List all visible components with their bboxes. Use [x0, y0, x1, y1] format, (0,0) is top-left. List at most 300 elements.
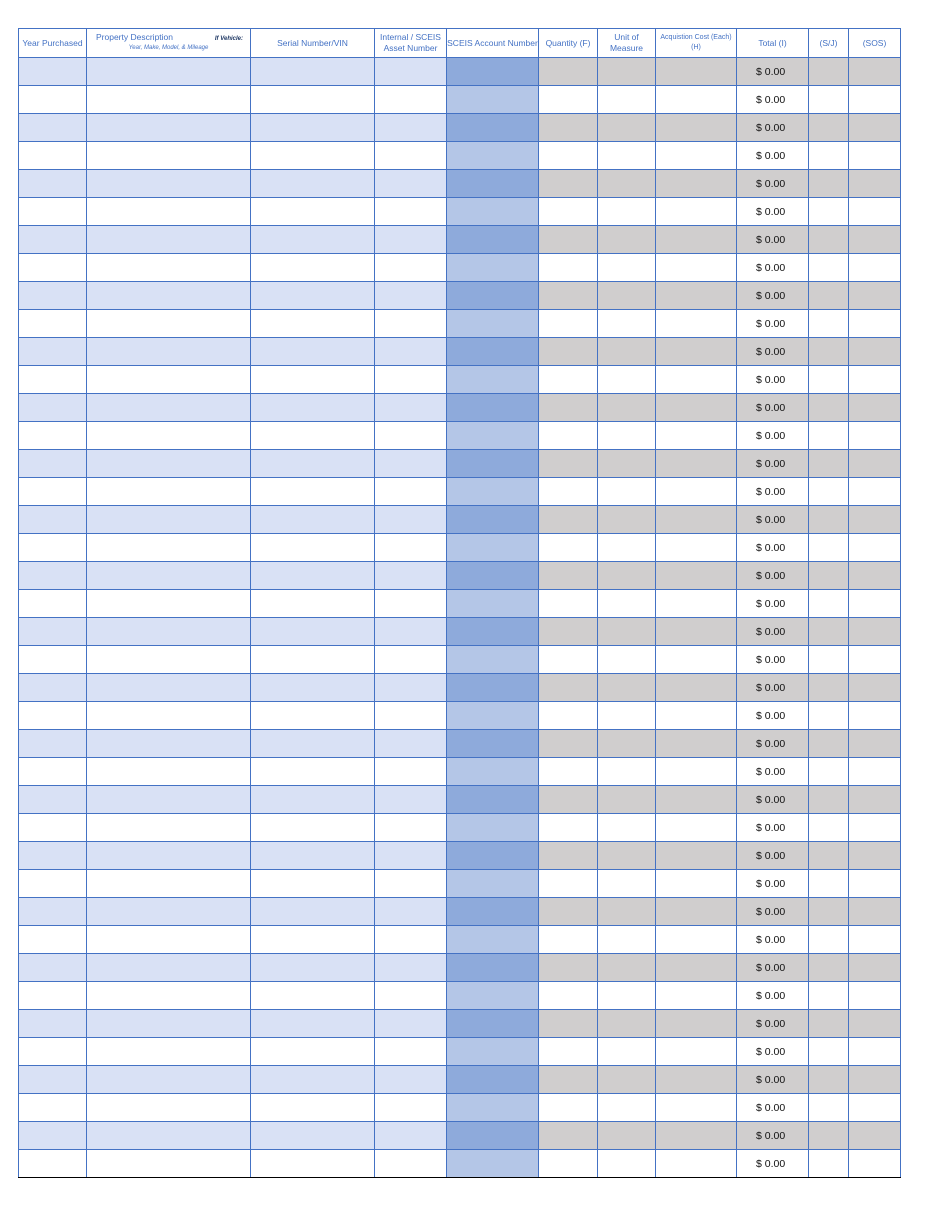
- cell-sceis-account-number[interactable]: [447, 1066, 539, 1094]
- cell-year-purchased[interactable]: [19, 394, 87, 422]
- cell-sceis-account-number[interactable]: [447, 198, 539, 226]
- cell-sos[interactable]: [849, 702, 901, 730]
- cell-year-purchased[interactable]: [19, 422, 87, 450]
- cell-quantity[interactable]: [539, 758, 598, 786]
- cell-internal-asset-number[interactable]: [375, 86, 447, 114]
- cell-property-description[interactable]: [87, 86, 251, 114]
- cell-acquisition-cost[interactable]: [656, 898, 737, 926]
- cell-unit-of-measure[interactable]: [598, 926, 656, 954]
- cell-internal-asset-number[interactable]: [375, 562, 447, 590]
- cell-sceis-account-number[interactable]: [447, 982, 539, 1010]
- cell-quantity[interactable]: [539, 870, 598, 898]
- cell-serial-number[interactable]: [251, 394, 375, 422]
- cell-unit-of-measure[interactable]: [598, 758, 656, 786]
- cell-sos[interactable]: [849, 478, 901, 506]
- cell-year-purchased[interactable]: [19, 310, 87, 338]
- cell-quantity[interactable]: [539, 58, 598, 86]
- cell-sos[interactable]: [849, 114, 901, 142]
- cell-serial-number[interactable]: [251, 366, 375, 394]
- cell-sos[interactable]: [849, 674, 901, 702]
- cell-quantity[interactable]: [539, 506, 598, 534]
- cell-property-description[interactable]: [87, 926, 251, 954]
- cell-sj[interactable]: [809, 254, 849, 282]
- cell-serial-number[interactable]: [251, 282, 375, 310]
- cell-serial-number[interactable]: [251, 170, 375, 198]
- cell-quantity[interactable]: [539, 618, 598, 646]
- cell-sj[interactable]: [809, 730, 849, 758]
- cell-sceis-account-number[interactable]: [447, 618, 539, 646]
- cell-sos[interactable]: [849, 338, 901, 366]
- cell-property-description[interactable]: [87, 506, 251, 534]
- cell-acquisition-cost[interactable]: [656, 1066, 737, 1094]
- cell-sceis-account-number[interactable]: [447, 338, 539, 366]
- cell-sceis-account-number[interactable]: [447, 730, 539, 758]
- cell-property-description[interactable]: [87, 1122, 251, 1150]
- cell-year-purchased[interactable]: [19, 898, 87, 926]
- cell-sj[interactable]: [809, 478, 849, 506]
- cell-internal-asset-number[interactable]: [375, 674, 447, 702]
- cell-sceis-account-number[interactable]: [447, 366, 539, 394]
- cell-sceis-account-number[interactable]: [447, 422, 539, 450]
- cell-sos[interactable]: [849, 1150, 901, 1178]
- cell-sceis-account-number[interactable]: [447, 58, 539, 86]
- cell-acquisition-cost[interactable]: [656, 646, 737, 674]
- cell-quantity[interactable]: [539, 198, 598, 226]
- cell-sos[interactable]: [849, 842, 901, 870]
- cell-serial-number[interactable]: [251, 226, 375, 254]
- cell-internal-asset-number[interactable]: [375, 254, 447, 282]
- cell-sceis-account-number[interactable]: [447, 646, 539, 674]
- cell-sos[interactable]: [849, 282, 901, 310]
- cell-internal-asset-number[interactable]: [375, 814, 447, 842]
- cell-unit-of-measure[interactable]: [598, 366, 656, 394]
- cell-property-description[interactable]: [87, 562, 251, 590]
- cell-quantity[interactable]: [539, 366, 598, 394]
- cell-sceis-account-number[interactable]: [447, 170, 539, 198]
- cell-serial-number[interactable]: [251, 1150, 375, 1178]
- cell-acquisition-cost[interactable]: [656, 1010, 737, 1038]
- cell-quantity[interactable]: [539, 1038, 598, 1066]
- cell-year-purchased[interactable]: [19, 618, 87, 646]
- cell-unit-of-measure[interactable]: [598, 506, 656, 534]
- cell-quantity[interactable]: [539, 786, 598, 814]
- cell-year-purchased[interactable]: [19, 254, 87, 282]
- cell-quantity[interactable]: [539, 478, 598, 506]
- cell-property-description[interactable]: [87, 1150, 251, 1178]
- cell-serial-number[interactable]: [251, 506, 375, 534]
- cell-serial-number[interactable]: [251, 590, 375, 618]
- cell-acquisition-cost[interactable]: [656, 758, 737, 786]
- cell-sj[interactable]: [809, 310, 849, 338]
- cell-sj[interactable]: [809, 226, 849, 254]
- cell-year-purchased[interactable]: [19, 506, 87, 534]
- cell-serial-number[interactable]: [251, 954, 375, 982]
- cell-quantity[interactable]: [539, 954, 598, 982]
- cell-quantity[interactable]: [539, 814, 598, 842]
- cell-acquisition-cost[interactable]: [656, 1038, 737, 1066]
- cell-sos[interactable]: [849, 758, 901, 786]
- cell-property-description[interactable]: [87, 786, 251, 814]
- cell-year-purchased[interactable]: [19, 142, 87, 170]
- cell-acquisition-cost[interactable]: [656, 478, 737, 506]
- cell-internal-asset-number[interactable]: [375, 590, 447, 618]
- cell-year-purchased[interactable]: [19, 170, 87, 198]
- cell-year-purchased[interactable]: [19, 1066, 87, 1094]
- cell-sj[interactable]: [809, 394, 849, 422]
- cell-sceis-account-number[interactable]: [447, 506, 539, 534]
- cell-acquisition-cost[interactable]: [656, 86, 737, 114]
- cell-unit-of-measure[interactable]: [598, 282, 656, 310]
- cell-quantity[interactable]: [539, 282, 598, 310]
- cell-acquisition-cost[interactable]: [656, 674, 737, 702]
- cell-sj[interactable]: [809, 814, 849, 842]
- cell-serial-number[interactable]: [251, 982, 375, 1010]
- cell-unit-of-measure[interactable]: [598, 730, 656, 758]
- cell-quantity[interactable]: [539, 1066, 598, 1094]
- cell-internal-asset-number[interactable]: [375, 1038, 447, 1066]
- cell-sceis-account-number[interactable]: [447, 478, 539, 506]
- cell-property-description[interactable]: [87, 1010, 251, 1038]
- cell-sos[interactable]: [849, 142, 901, 170]
- cell-quantity[interactable]: [539, 898, 598, 926]
- cell-unit-of-measure[interactable]: [598, 590, 656, 618]
- cell-internal-asset-number[interactable]: [375, 478, 447, 506]
- cell-acquisition-cost[interactable]: [656, 618, 737, 646]
- cell-serial-number[interactable]: [251, 674, 375, 702]
- cell-sceis-account-number[interactable]: [447, 1038, 539, 1066]
- cell-sj[interactable]: [809, 674, 849, 702]
- cell-sos[interactable]: [849, 422, 901, 450]
- cell-internal-asset-number[interactable]: [375, 1066, 447, 1094]
- cell-sj[interactable]: [809, 954, 849, 982]
- cell-quantity[interactable]: [539, 450, 598, 478]
- cell-property-description[interactable]: [87, 1066, 251, 1094]
- cell-serial-number[interactable]: [251, 786, 375, 814]
- cell-quantity[interactable]: [539, 254, 598, 282]
- cell-acquisition-cost[interactable]: [656, 394, 737, 422]
- cell-sj[interactable]: [809, 534, 849, 562]
- cell-sos[interactable]: [849, 450, 901, 478]
- cell-unit-of-measure[interactable]: [598, 618, 656, 646]
- cell-year-purchased[interactable]: [19, 814, 87, 842]
- cell-quantity[interactable]: [539, 114, 598, 142]
- cell-unit-of-measure[interactable]: [598, 142, 656, 170]
- cell-sos[interactable]: [849, 534, 901, 562]
- cell-unit-of-measure[interactable]: [598, 1010, 656, 1038]
- cell-internal-asset-number[interactable]: [375, 842, 447, 870]
- cell-serial-number[interactable]: [251, 1038, 375, 1066]
- cell-serial-number[interactable]: [251, 450, 375, 478]
- cell-quantity[interactable]: [539, 702, 598, 730]
- cell-year-purchased[interactable]: [19, 646, 87, 674]
- cell-sos[interactable]: [849, 58, 901, 86]
- cell-unit-of-measure[interactable]: [598, 422, 656, 450]
- cell-sceis-account-number[interactable]: [447, 870, 539, 898]
- cell-sceis-account-number[interactable]: [447, 562, 539, 590]
- cell-property-description[interactable]: [87, 646, 251, 674]
- cell-unit-of-measure[interactable]: [598, 842, 656, 870]
- cell-property-description[interactable]: [87, 170, 251, 198]
- cell-acquisition-cost[interactable]: [656, 534, 737, 562]
- cell-property-description[interactable]: [87, 478, 251, 506]
- cell-sceis-account-number[interactable]: [447, 450, 539, 478]
- cell-serial-number[interactable]: [251, 702, 375, 730]
- cell-property-description[interactable]: [87, 254, 251, 282]
- cell-acquisition-cost[interactable]: [656, 114, 737, 142]
- cell-sceis-account-number[interactable]: [447, 590, 539, 618]
- cell-year-purchased[interactable]: [19, 590, 87, 618]
- cell-sj[interactable]: [809, 338, 849, 366]
- cell-quantity[interactable]: [539, 310, 598, 338]
- cell-internal-asset-number[interactable]: [375, 506, 447, 534]
- cell-internal-asset-number[interactable]: [375, 870, 447, 898]
- cell-sos[interactable]: [849, 394, 901, 422]
- cell-sj[interactable]: [809, 1066, 849, 1094]
- cell-sj[interactable]: [809, 926, 849, 954]
- cell-year-purchased[interactable]: [19, 758, 87, 786]
- cell-serial-number[interactable]: [251, 58, 375, 86]
- cell-sos[interactable]: [849, 170, 901, 198]
- cell-internal-asset-number[interactable]: [375, 646, 447, 674]
- cell-year-purchased[interactable]: [19, 954, 87, 982]
- cell-quantity[interactable]: [539, 394, 598, 422]
- cell-sceis-account-number[interactable]: [447, 142, 539, 170]
- cell-quantity[interactable]: [539, 1150, 598, 1178]
- cell-serial-number[interactable]: [251, 646, 375, 674]
- cell-quantity[interactable]: [539, 1094, 598, 1122]
- cell-quantity[interactable]: [539, 982, 598, 1010]
- cell-sceis-account-number[interactable]: [447, 926, 539, 954]
- cell-sj[interactable]: [809, 618, 849, 646]
- cell-unit-of-measure[interactable]: [598, 58, 656, 86]
- cell-property-description[interactable]: [87, 898, 251, 926]
- cell-year-purchased[interactable]: [19, 1010, 87, 1038]
- cell-sos[interactable]: [849, 786, 901, 814]
- cell-acquisition-cost[interactable]: [656, 338, 737, 366]
- cell-acquisition-cost[interactable]: [656, 450, 737, 478]
- cell-year-purchased[interactable]: [19, 982, 87, 1010]
- cell-internal-asset-number[interactable]: [375, 898, 447, 926]
- cell-acquisition-cost[interactable]: [656, 170, 737, 198]
- cell-internal-asset-number[interactable]: [375, 618, 447, 646]
- cell-sj[interactable]: [809, 982, 849, 1010]
- cell-internal-asset-number[interactable]: [375, 310, 447, 338]
- cell-sos[interactable]: [849, 814, 901, 842]
- cell-year-purchased[interactable]: [19, 730, 87, 758]
- cell-sj[interactable]: [809, 1038, 849, 1066]
- cell-quantity[interactable]: [539, 226, 598, 254]
- cell-sos[interactable]: [849, 926, 901, 954]
- cell-property-description[interactable]: [87, 954, 251, 982]
- cell-sceis-account-number[interactable]: [447, 1122, 539, 1150]
- cell-year-purchased[interactable]: [19, 366, 87, 394]
- cell-acquisition-cost[interactable]: [656, 562, 737, 590]
- cell-sj[interactable]: [809, 786, 849, 814]
- cell-serial-number[interactable]: [251, 618, 375, 646]
- cell-year-purchased[interactable]: [19, 786, 87, 814]
- cell-acquisition-cost[interactable]: [656, 198, 737, 226]
- cell-year-purchased[interactable]: [19, 86, 87, 114]
- cell-unit-of-measure[interactable]: [598, 1150, 656, 1178]
- cell-acquisition-cost[interactable]: [656, 590, 737, 618]
- cell-internal-asset-number[interactable]: [375, 142, 447, 170]
- cell-sceis-account-number[interactable]: [447, 114, 539, 142]
- cell-property-description[interactable]: [87, 1038, 251, 1066]
- cell-quantity[interactable]: [539, 422, 598, 450]
- cell-quantity[interactable]: [539, 926, 598, 954]
- cell-year-purchased[interactable]: [19, 926, 87, 954]
- cell-sceis-account-number[interactable]: [447, 254, 539, 282]
- cell-year-purchased[interactable]: [19, 842, 87, 870]
- cell-unit-of-measure[interactable]: [598, 814, 656, 842]
- cell-internal-asset-number[interactable]: [375, 338, 447, 366]
- cell-serial-number[interactable]: [251, 478, 375, 506]
- cell-unit-of-measure[interactable]: [598, 254, 656, 282]
- cell-sj[interactable]: [809, 366, 849, 394]
- cell-acquisition-cost[interactable]: [656, 58, 737, 86]
- cell-unit-of-measure[interactable]: [598, 310, 656, 338]
- cell-year-purchased[interactable]: [19, 226, 87, 254]
- cell-property-description[interactable]: [87, 1094, 251, 1122]
- cell-unit-of-measure[interactable]: [598, 338, 656, 366]
- cell-acquisition-cost[interactable]: [656, 282, 737, 310]
- cell-sceis-account-number[interactable]: [447, 226, 539, 254]
- cell-serial-number[interactable]: [251, 926, 375, 954]
- cell-serial-number[interactable]: [251, 86, 375, 114]
- cell-internal-asset-number[interactable]: [375, 170, 447, 198]
- cell-serial-number[interactable]: [251, 338, 375, 366]
- cell-year-purchased[interactable]: [19, 702, 87, 730]
- cell-sceis-account-number[interactable]: [447, 954, 539, 982]
- cell-internal-asset-number[interactable]: [375, 954, 447, 982]
- cell-property-description[interactable]: [87, 534, 251, 562]
- cell-year-purchased[interactable]: [19, 58, 87, 86]
- cell-quantity[interactable]: [539, 338, 598, 366]
- cell-year-purchased[interactable]: [19, 562, 87, 590]
- cell-internal-asset-number[interactable]: [375, 1122, 447, 1150]
- cell-serial-number[interactable]: [251, 1094, 375, 1122]
- cell-unit-of-measure[interactable]: [598, 450, 656, 478]
- cell-unit-of-measure[interactable]: [598, 702, 656, 730]
- cell-internal-asset-number[interactable]: [375, 394, 447, 422]
- cell-internal-asset-number[interactable]: [375, 226, 447, 254]
- cell-internal-asset-number[interactable]: [375, 758, 447, 786]
- cell-sj[interactable]: [809, 758, 849, 786]
- cell-unit-of-measure[interactable]: [598, 114, 656, 142]
- cell-sj[interactable]: [809, 450, 849, 478]
- cell-unit-of-measure[interactable]: [598, 1094, 656, 1122]
- cell-sos[interactable]: [849, 1066, 901, 1094]
- cell-acquisition-cost[interactable]: [656, 730, 737, 758]
- cell-serial-number[interactable]: [251, 142, 375, 170]
- cell-serial-number[interactable]: [251, 562, 375, 590]
- cell-property-description[interactable]: [87, 366, 251, 394]
- cell-unit-of-measure[interactable]: [598, 86, 656, 114]
- cell-sos[interactable]: [849, 310, 901, 338]
- cell-year-purchased[interactable]: [19, 198, 87, 226]
- cell-sos[interactable]: [849, 954, 901, 982]
- cell-unit-of-measure[interactable]: [598, 1122, 656, 1150]
- cell-serial-number[interactable]: [251, 898, 375, 926]
- cell-serial-number[interactable]: [251, 1066, 375, 1094]
- cell-internal-asset-number[interactable]: [375, 114, 447, 142]
- cell-serial-number[interactable]: [251, 814, 375, 842]
- cell-internal-asset-number[interactable]: [375, 982, 447, 1010]
- cell-internal-asset-number[interactable]: [375, 1150, 447, 1178]
- cell-property-description[interactable]: [87, 422, 251, 450]
- cell-unit-of-measure[interactable]: [598, 646, 656, 674]
- cell-sceis-account-number[interactable]: [447, 702, 539, 730]
- cell-internal-asset-number[interactable]: [375, 1010, 447, 1038]
- cell-serial-number[interactable]: [251, 114, 375, 142]
- cell-acquisition-cost[interactable]: [656, 926, 737, 954]
- cell-sj[interactable]: [809, 282, 849, 310]
- cell-quantity[interactable]: [539, 170, 598, 198]
- cell-year-purchased[interactable]: [19, 1122, 87, 1150]
- cell-quantity[interactable]: [539, 86, 598, 114]
- cell-sos[interactable]: [849, 898, 901, 926]
- cell-sj[interactable]: [809, 898, 849, 926]
- cell-acquisition-cost[interactable]: [656, 366, 737, 394]
- cell-acquisition-cost[interactable]: [656, 226, 737, 254]
- cell-serial-number[interactable]: [251, 1122, 375, 1150]
- cell-sos[interactable]: [849, 1122, 901, 1150]
- cell-quantity[interactable]: [539, 674, 598, 702]
- cell-sj[interactable]: [809, 1010, 849, 1038]
- cell-serial-number[interactable]: [251, 310, 375, 338]
- cell-sj[interactable]: [809, 142, 849, 170]
- cell-year-purchased[interactable]: [19, 674, 87, 702]
- cell-sj[interactable]: [809, 422, 849, 450]
- cell-year-purchased[interactable]: [19, 282, 87, 310]
- cell-sos[interactable]: [849, 226, 901, 254]
- cell-serial-number[interactable]: [251, 842, 375, 870]
- cell-sceis-account-number[interactable]: [447, 1094, 539, 1122]
- cell-sceis-account-number[interactable]: [447, 534, 539, 562]
- cell-quantity[interactable]: [539, 590, 598, 618]
- cell-acquisition-cost[interactable]: [656, 982, 737, 1010]
- cell-property-description[interactable]: [87, 450, 251, 478]
- cell-sceis-account-number[interactable]: [447, 842, 539, 870]
- cell-property-description[interactable]: [87, 394, 251, 422]
- cell-internal-asset-number[interactable]: [375, 534, 447, 562]
- cell-sj[interactable]: [809, 870, 849, 898]
- cell-sj[interactable]: [809, 114, 849, 142]
- cell-unit-of-measure[interactable]: [598, 870, 656, 898]
- cell-sj[interactable]: [809, 506, 849, 534]
- cell-serial-number[interactable]: [251, 758, 375, 786]
- cell-property-description[interactable]: [87, 814, 251, 842]
- cell-acquisition-cost[interactable]: [656, 1122, 737, 1150]
- cell-acquisition-cost[interactable]: [656, 1094, 737, 1122]
- cell-unit-of-measure[interactable]: [598, 898, 656, 926]
- cell-internal-asset-number[interactable]: [375, 926, 447, 954]
- cell-property-description[interactable]: [87, 842, 251, 870]
- cell-property-description[interactable]: [87, 758, 251, 786]
- cell-internal-asset-number[interactable]: [375, 282, 447, 310]
- cell-year-purchased[interactable]: [19, 870, 87, 898]
- cell-internal-asset-number[interactable]: [375, 422, 447, 450]
- cell-internal-asset-number[interactable]: [375, 1094, 447, 1122]
- cell-acquisition-cost[interactable]: [656, 842, 737, 870]
- cell-sos[interactable]: [849, 198, 901, 226]
- cell-property-description[interactable]: [87, 114, 251, 142]
- cell-internal-asset-number[interactable]: [375, 366, 447, 394]
- cell-sj[interactable]: [809, 1094, 849, 1122]
- cell-sos[interactable]: [849, 730, 901, 758]
- cell-sos[interactable]: [849, 562, 901, 590]
- cell-serial-number[interactable]: [251, 422, 375, 450]
